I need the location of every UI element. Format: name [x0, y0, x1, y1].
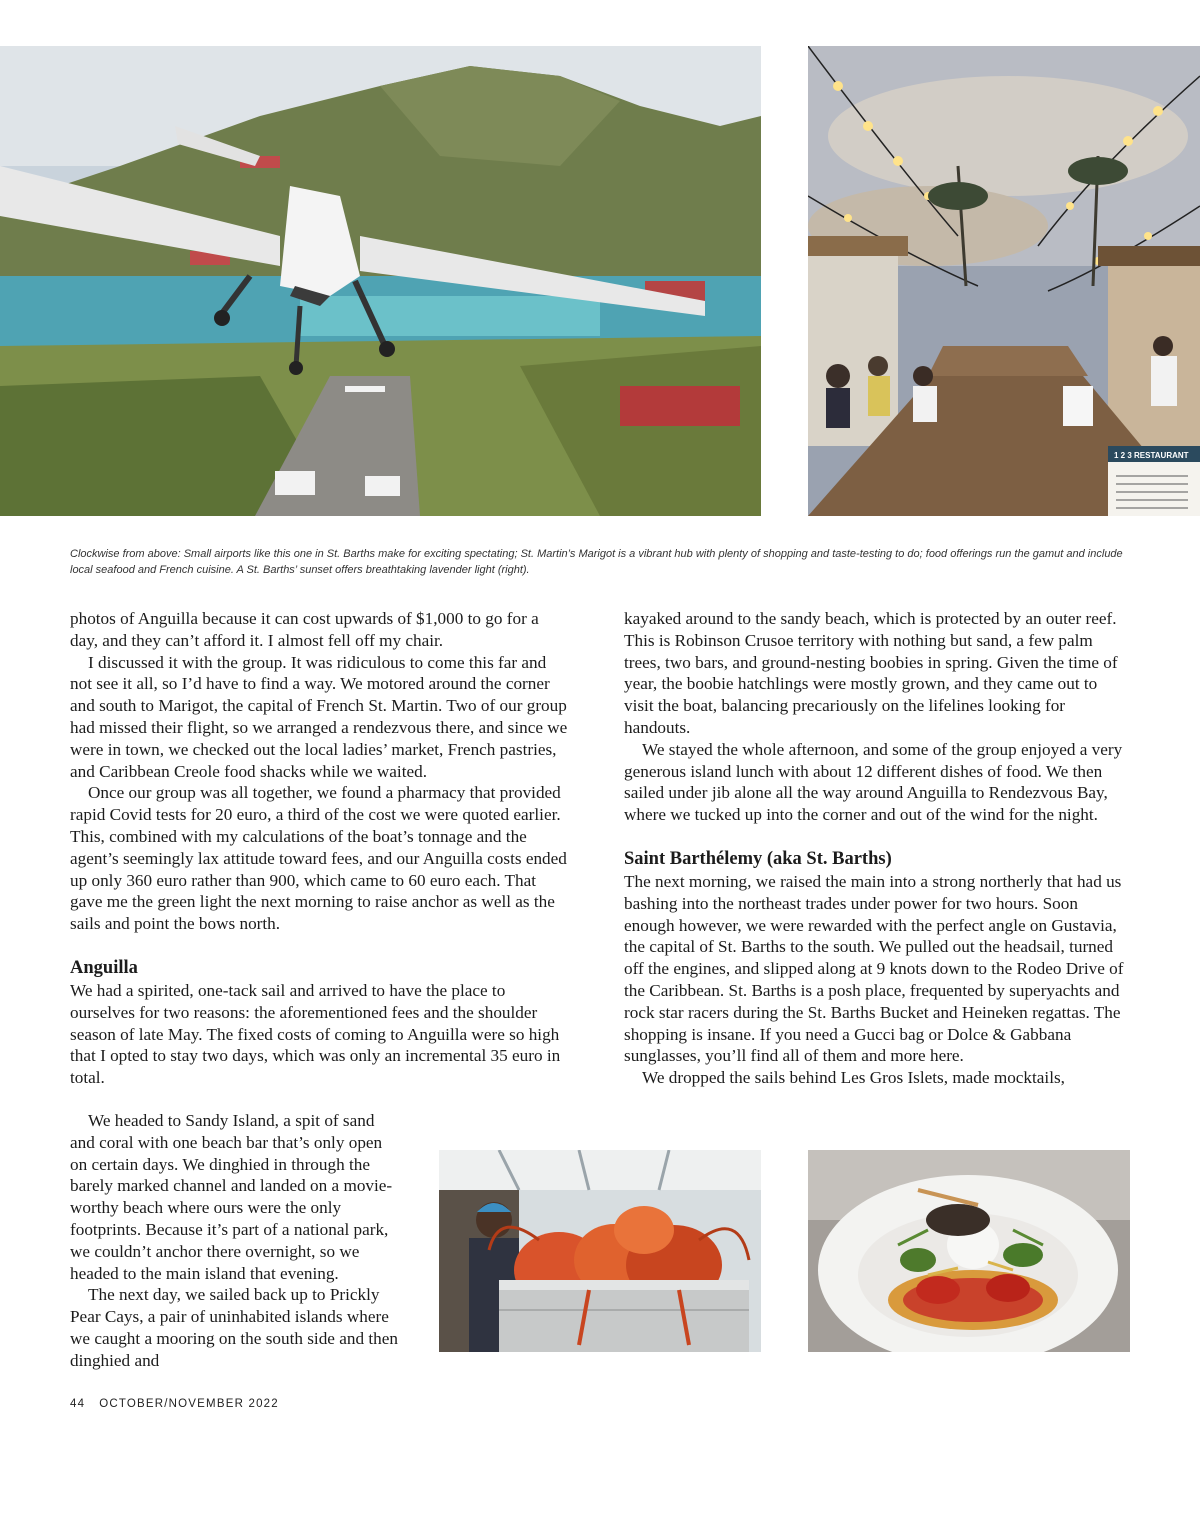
restaurant-sign-text: 1 2 3 RESTAURANT — [1114, 451, 1189, 460]
paragraph: The next day, we sailed back up to Prickly Pear Cays, a pair of uninhabited islands where we caught a mooring on the south side and then dinghied and — [70, 1285, 398, 1370]
photo-marigot-market — [808, 46, 1200, 516]
paragraph: We dropped the sails behind Les Gros Islets, made mocktails, — [642, 1068, 1065, 1088]
right-column — [624, 608, 1130, 1089]
left-column — [70, 608, 570, 1089]
paragraph: We had a spirited, one-tack sail and arrived to have the place to ourselves for two reasons: the aforementioned fees and the shoulder season of late May. The fixed costs of coming to Anguilla were so high that I opted to stay two days, which was only an incremental 35 euro in total. — [70, 980, 561, 1088]
page-number: 44 — [70, 1398, 86, 1410]
photo-plane-landing — [0, 46, 761, 516]
left-column-continued — [70, 1110, 400, 1372]
page-footer — [70, 1398, 293, 1410]
paragraph: We stayed the whole afternoon, and some of the group enjoyed a very generous island lunch with about 12 different dishes of food. We then sailed under jib alone all the way around Anguilla to Rendezvous Bay, where we tucked up into the corner and out of the wind for the night. — [624, 739, 1123, 825]
paragraph: I discussed it with the group. It was ridiculous to come this far and not see it all, so I’d have to find a way. We motored around the corner and south to Marigot, the capital of French St. Martin. Two of our group had missed their flight, so we arranged a rendezvous there, and since we were in town, we checked out the local ladies’ market, French pastries, and Caribbean Creole food shacks while we waited. — [70, 652, 568, 781]
photo-lobsters — [439, 1150, 761, 1352]
paragraph: We headed to Sandy Island, a spit of sand and coral with one beach bar that’s only open on certain days. We dinghied in through the barely marked channel and landed on a movie-worthy beach where ours were the only footprints. Because it’s part of a national park, we couldn’t anchor there overnight, so we headed to the main island that evening. — [70, 1111, 393, 1283]
paragraph: kayaked around to the sandy beach, which is protected by an outer reef. This is Robinson Crusoe territory with nothing but sand, a few palm trees, two bars, and ground-nesting boobies in spring. Given the time of year, the boobie hatchlings were mostly grown, and they came out to visit the boat, balancing precariously on the lifelines looking for handouts. — [624, 609, 1118, 737]
section-heading-st-barths: Saint Barthélemy (aka St. Barths) — [624, 848, 892, 869]
section-heading-anguilla: Anguilla — [70, 957, 138, 978]
issue-date: OCTOBER/NOVEMBER 2022 — [99, 1398, 279, 1410]
paragraph: Once our group was all together, we found a pharmacy that provided rapid Covid tests for 20 euro, a third of the cost we were quoted earlier. This, combined with my calculations of the boat’s tonnage and the agent’s seemingly lax attitude toward fees, and our Anguilla costs ended up only 360 euro rather than 900, which came to 60 euro each. That gave me the green light the next morning to raise anchor as well as the sails and point the bows north. — [70, 783, 567, 934]
paragraph: The next morning, we raised the main into a strong northerly that had us bashing into the northeast trades under power for two hours. Soon enough however, we were rewarded with the perfect angle on Gustavia, the capital of St. Barths to the south. We pulled out the headsail, turned off the engines, and slipped along at 9 knots down to the Rodeo Drive of the Caribbean. St. Barths is a posh place, frequented by superyachts and rock star racers during the St. Barths Bucket and Heineken regattas. The shopping is insane. If you need a Gucci bag or Dolce & Gabbana sunglasses, you’ll find all of them and more here. — [624, 871, 1124, 1066]
paragraph: photos of Anguilla because it can cost upwards of $1,000 to go for a day, and they can’t afford it. I almost fell off my chair. — [70, 609, 539, 650]
photo-caption: Clockwise from above: Small airports like this one in St. Barths make for exciting spectating; St. Martin’s Marigot is a vibrant hub with plenty of shopping and taste-testing to do; food offerings run the gamut and include local seafood and French cuisine. A St. Barths’ sunset offers breathtaking lavender light (right). — [70, 548, 1123, 576]
photo-french-dish — [808, 1150, 1130, 1352]
